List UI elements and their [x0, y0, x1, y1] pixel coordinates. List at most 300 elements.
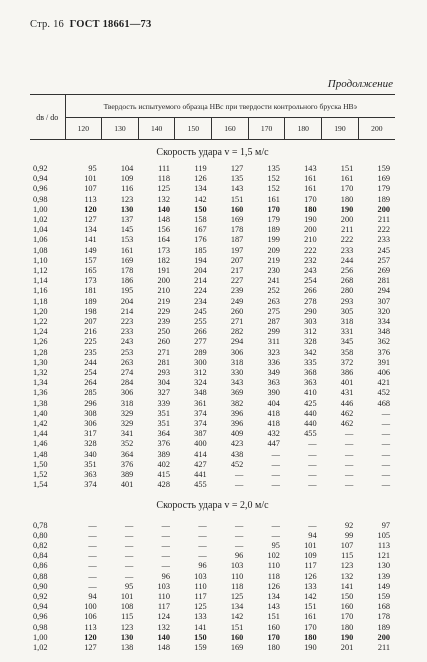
table-cell: 169 [230, 642, 244, 652]
table-cell: 125 [157, 184, 170, 194]
ratio-cell: 0,98 [33, 622, 48, 632]
table-cell: 142 [304, 591, 317, 601]
table-cell: 137 [120, 215, 134, 225]
table-cell: 190 [340, 632, 354, 642]
table-cell: 140 [157, 204, 170, 214]
table-cell: 410 [304, 388, 317, 398]
table-cell: 190 [340, 204, 354, 214]
table-cell: 150 [340, 591, 354, 601]
table-cell: 149 [377, 581, 390, 591]
table-cell: 94 [88, 591, 97, 601]
ratio-cell: 1,42 [33, 419, 48, 429]
table-row [30, 409, 395, 419]
table-cell: — [344, 429, 354, 439]
table-cell: 293 [157, 368, 170, 378]
table-cell: 151 [230, 622, 244, 632]
table-cell: 363 [267, 378, 280, 388]
table-cell: 200 [377, 632, 390, 642]
table-cell: 133 [194, 612, 207, 622]
table-cell: 200 [377, 204, 390, 214]
table-cell: 280 [340, 286, 354, 296]
table-cell: 170 [304, 622, 317, 632]
table-cell: 294 [377, 286, 390, 296]
table-cell: 198 [84, 306, 97, 316]
table-cell: 173 [157, 245, 170, 255]
table-cell: 257 [377, 255, 390, 265]
table-cell: — [271, 530, 280, 540]
table-row [30, 195, 395, 205]
table-cell: 161 [304, 612, 317, 622]
table-cell: 132 [340, 571, 354, 581]
table-cell: 364 [120, 449, 134, 459]
table-cell: 438 [230, 449, 244, 459]
table-cell: 126 [304, 571, 317, 581]
table-cell: — [381, 429, 390, 439]
table-cell: 161 [304, 174, 317, 184]
ratio-cell: 1,22 [33, 317, 48, 327]
table-cell: 217 [230, 266, 244, 276]
table-cell: 468 [377, 398, 390, 408]
table-cell: 94 [308, 530, 317, 540]
table-cell: 103 [230, 561, 244, 571]
table-cell: — [381, 480, 390, 490]
table-cell: 140 [157, 632, 170, 642]
table-cell: 130 [377, 561, 390, 571]
table-cell: 243 [304, 266, 317, 276]
table-cell: 143 [267, 602, 280, 612]
ratio-cell: 1,54 [33, 480, 48, 490]
table-row [30, 419, 395, 429]
table-cell: 271 [230, 317, 244, 327]
table-cell: 268 [340, 276, 354, 286]
table-cell: 126 [194, 174, 207, 184]
table-cell: — [234, 470, 244, 480]
table-cell: 421 [377, 378, 390, 388]
table-cell: 149 [84, 245, 97, 255]
table-cell: 281 [377, 276, 390, 286]
table-cell: 125 [230, 591, 244, 601]
table-cell: 244 [84, 357, 97, 367]
table-cell: 409 [230, 429, 244, 439]
table-cell: 243 [120, 337, 134, 347]
table-cell: 249 [230, 296, 244, 306]
table-cell: — [234, 530, 244, 540]
table-cell: — [271, 520, 280, 530]
table-row [30, 592, 395, 602]
table-cell: 96 [234, 551, 244, 561]
table-cell: 214 [120, 306, 134, 316]
table-cell: 428 [157, 480, 170, 490]
table-cell: 160 [230, 204, 244, 214]
ratio-cell: 0,78 [33, 520, 48, 530]
ratio-cell: 0,92 [33, 591, 48, 601]
table-cell: 113 [84, 194, 97, 204]
table-cell: 95 [125, 581, 134, 591]
table-cell: 141 [340, 581, 354, 591]
ratio-cell: 1,44 [33, 429, 48, 439]
table-row [30, 266, 395, 276]
table-cell: 305 [340, 306, 354, 316]
table-cell: 372 [340, 357, 354, 367]
column-header: 200 [358, 118, 395, 140]
table-cell: 187 [230, 235, 244, 245]
table-cell: 135 [267, 164, 280, 173]
table-cell: 159 [194, 642, 207, 652]
table-cell: 233 [340, 245, 354, 255]
table-cell: 211 [377, 215, 390, 225]
table-cell: 374 [194, 408, 207, 418]
table-cell: — [271, 480, 280, 490]
table-cell: 194 [194, 255, 207, 265]
section-title-row [30, 140, 395, 165]
table-cell: — [381, 419, 390, 429]
table-cell: 368 [304, 368, 317, 378]
table-cell: 190 [304, 642, 317, 652]
table-cell: 462 [340, 408, 354, 418]
table-cell: 100 [84, 602, 97, 612]
table-cell: 446 [340, 398, 354, 408]
table-cell: 134 [230, 602, 244, 612]
table-cell: 200 [157, 276, 170, 286]
table-cell: 120 [84, 632, 97, 642]
table-row [30, 399, 395, 409]
table-cell: 340 [84, 449, 97, 459]
table-cell: 364 [157, 429, 170, 439]
table-cell: 224 [194, 286, 207, 296]
column-header: 170 [248, 118, 285, 140]
ratio-cell: 0,84 [33, 551, 48, 561]
table-cell: 277 [194, 337, 207, 347]
continuation-note: Продолжение [327, 78, 393, 90]
table-cell: 110 [267, 561, 280, 571]
ratio-cell: 0,90 [33, 581, 48, 591]
table-cell: — [125, 571, 134, 581]
section-title: Скорость удара v = 2,0 м/с [156, 500, 269, 511]
table-cell: 331 [340, 327, 354, 337]
table-cell: 352 [120, 439, 134, 449]
table-cell: 324 [194, 378, 207, 388]
table-cell: 335 [304, 357, 317, 367]
table-cell: 151 [230, 194, 244, 204]
table-row [30, 480, 395, 490]
table-cell: 108 [120, 602, 134, 612]
table-cell: — [125, 520, 134, 530]
table-cell: — [234, 540, 244, 550]
table-cell: 312 [194, 368, 207, 378]
ratio-cell: 1,24 [33, 327, 48, 337]
table-cell: 143 [304, 164, 317, 173]
table-cell: 123 [120, 622, 134, 632]
table-cell: — [198, 551, 207, 561]
table-cell: — [161, 540, 170, 550]
table-cell: 191 [157, 266, 170, 276]
ratio-cell: 1,14 [33, 276, 48, 286]
table-cell: 186 [120, 276, 134, 286]
table-cell: 307 [377, 296, 390, 306]
table-cell: 440 [304, 408, 317, 418]
table-cell: 252 [267, 286, 280, 296]
table-cell: 115 [341, 551, 354, 561]
table-row [30, 521, 395, 531]
table-cell: 296 [84, 398, 97, 408]
table-cell: — [161, 530, 170, 540]
table-cell: 396 [230, 419, 244, 429]
table-row [30, 572, 395, 582]
ratio-cell: 1,36 [33, 388, 48, 398]
table-cell: 241 [267, 276, 280, 286]
table-cell: 369 [230, 388, 244, 398]
table-cell: 145 [120, 225, 134, 235]
table-cell: 363 [84, 470, 97, 480]
table-cell: 141 [194, 622, 207, 632]
table-row [30, 623, 395, 633]
table-cell: 396 [230, 408, 244, 418]
table-cell: 462 [340, 419, 354, 429]
table-row [30, 470, 395, 480]
table-cell: 118 [157, 174, 170, 184]
table-cell: 107 [84, 184, 97, 194]
table-cell: 169 [377, 174, 390, 184]
table-cell: 348 [194, 388, 207, 398]
table-cell: 117 [157, 602, 170, 612]
table-cell: 389 [120, 470, 134, 480]
table-cell: 223 [120, 317, 134, 327]
table-cell: 351 [157, 419, 170, 429]
table-cell: 425 [304, 398, 317, 408]
table-row [30, 215, 395, 225]
table-cell: 229 [157, 306, 170, 316]
table-cell: 455 [304, 429, 317, 439]
table-cell: 126 [267, 581, 280, 591]
ratio-cell: 1,04 [33, 225, 48, 235]
table-row [30, 225, 395, 235]
table-cell: 200 [304, 225, 317, 235]
table-cell: 156 [157, 225, 170, 235]
table-cell: 452 [230, 459, 244, 469]
standard-code: ГОСТ 18661—73 [69, 19, 152, 30]
table-cell: — [234, 480, 244, 490]
ratio-cell: 0,92 [33, 164, 48, 173]
table-cell: 250 [157, 327, 170, 337]
table-cell: 306 [84, 419, 97, 429]
table-cell: 323 [267, 347, 280, 357]
table-cell: 311 [267, 337, 280, 347]
table-cell: 204 [120, 296, 134, 306]
ratio-cell: 0,96 [33, 184, 48, 194]
table-cell: 207 [84, 317, 97, 327]
table-cell: 245 [194, 306, 207, 316]
table-cell: 160 [267, 622, 280, 632]
table-cell: — [125, 530, 134, 540]
table-cell: 271 [157, 347, 170, 357]
table-row [30, 246, 395, 256]
table-cell: 414 [194, 449, 207, 459]
ratio-cell: 1,32 [33, 368, 48, 378]
table-cell: 318 [120, 398, 134, 408]
table-cell: 118 [267, 571, 280, 581]
ratio-cell: 1,38 [33, 398, 48, 408]
table-cell: 181 [84, 286, 97, 296]
table-cell: 110 [157, 591, 170, 601]
table-cell: 157 [84, 255, 97, 265]
table-cell: 233 [377, 235, 390, 245]
table-row [30, 317, 395, 327]
column-header: 130 [102, 118, 139, 140]
table-row [30, 612, 395, 622]
table-cell: 363 [304, 378, 317, 388]
table-cell: 150 [194, 204, 207, 214]
table-cell: 303 [304, 317, 317, 327]
ratio-cell: 1,30 [33, 357, 48, 367]
table-cell: 266 [304, 286, 317, 296]
column-header: 160 [212, 118, 249, 140]
table-cell: — [344, 470, 354, 480]
table-cell: 233 [120, 327, 134, 337]
table-cell: 168 [377, 602, 390, 612]
table-cell: 107 [340, 540, 354, 550]
table-cell: 210 [157, 286, 170, 296]
table-cell: — [308, 470, 317, 480]
table-cell: 169 [120, 255, 134, 265]
table-cell: 334 [377, 317, 390, 327]
table-cell: 159 [377, 591, 390, 601]
table-row [30, 307, 395, 317]
table-row [30, 327, 395, 337]
table-row [30, 348, 395, 358]
table-cell: 222 [304, 245, 317, 255]
table-cell: 209 [267, 245, 280, 255]
table-cell: — [308, 439, 317, 449]
table-cell: 180 [304, 204, 317, 214]
table-cell: 105 [377, 530, 390, 540]
table-cell: 441 [194, 470, 207, 480]
table-cell: 133 [304, 581, 317, 591]
table-cell: 328 [304, 337, 317, 347]
table-cell: — [308, 449, 317, 459]
table-row [30, 561, 395, 571]
table-cell: 167 [194, 225, 207, 235]
table-cell: 230 [267, 266, 280, 276]
table-cell: — [344, 449, 354, 459]
page-number: Стр. 16 [30, 19, 64, 30]
table-cell: 264 [84, 378, 97, 388]
table-cell: 222 [377, 225, 390, 235]
table-row [30, 643, 395, 653]
table-cell: 151 [267, 612, 280, 622]
column-header: 140 [138, 118, 175, 140]
table-row [30, 531, 395, 541]
table-cell: — [344, 439, 354, 449]
table-cell: 200 [340, 215, 354, 225]
table-cell: 125 [194, 602, 207, 612]
table-cell: 278 [304, 296, 317, 306]
table-cell: 110 [231, 571, 244, 581]
table-cell: — [308, 520, 317, 530]
table-cell: 170 [340, 184, 354, 194]
table-cell: — [381, 470, 390, 480]
table-cell: 423 [230, 439, 244, 449]
table-cell: 382 [230, 398, 244, 408]
ratio-cell: 0,94 [33, 602, 48, 612]
table-row [30, 205, 395, 215]
table-cell: 361 [194, 398, 207, 408]
table-cell: 199 [267, 235, 280, 245]
table-cell: — [88, 561, 97, 571]
ratio-cell: 1,00 [33, 632, 48, 642]
table-cell: — [271, 470, 280, 480]
table-cell: 124 [157, 612, 170, 622]
ratio-cell: 0,80 [33, 530, 48, 540]
table-cell: 274 [120, 368, 134, 378]
ratio-cell: 1,10 [33, 255, 48, 265]
table-row [30, 439, 395, 449]
table-cell: 219 [267, 255, 280, 265]
table-cell: 117 [194, 591, 207, 601]
table-cell: 427 [194, 459, 207, 469]
table-cell: 180 [340, 622, 354, 632]
column-header: 150 [175, 118, 212, 140]
table-row [30, 286, 395, 296]
table-cell: 266 [194, 327, 207, 337]
ratio-cell: 0,88 [33, 571, 48, 581]
table-cell: 374 [194, 419, 207, 429]
table-cell: — [344, 459, 354, 469]
table-cell: 185 [194, 245, 207, 255]
table-cell: — [125, 561, 134, 571]
table-cell: 362 [377, 337, 390, 347]
table-cell: 328 [84, 439, 97, 449]
table-cell: 113 [84, 622, 97, 632]
table-cell: 406 [377, 368, 390, 378]
table-cell: 92 [344, 520, 354, 530]
table-cell: — [88, 551, 97, 561]
table-cell: 153 [120, 235, 134, 245]
table-cell: 387 [194, 429, 207, 439]
table-cell: 281 [157, 357, 170, 367]
table-cell: 207 [230, 255, 244, 265]
ratio-cell: 0,82 [33, 540, 48, 550]
ratio-cell: 1,00 [33, 204, 48, 214]
table-cell: 376 [377, 347, 390, 357]
table-cell: 452 [377, 388, 390, 398]
table-row [30, 551, 395, 561]
table-cell: 254 [304, 276, 317, 286]
table-cell: 178 [377, 612, 390, 622]
table-cell: 161 [340, 174, 354, 184]
column-header: 180 [285, 118, 322, 140]
table-cell: 111 [158, 164, 170, 173]
table-cell: 161 [120, 245, 134, 255]
table-cell: 102 [267, 551, 280, 561]
table-cell: 148 [157, 642, 170, 652]
table-cell: 255 [194, 317, 207, 327]
table-cell: 164 [157, 235, 170, 245]
table-cell: 210 [304, 235, 317, 245]
table-cell: 109 [304, 551, 317, 561]
table-cell: 151 [304, 602, 317, 612]
table-cell: 165 [84, 266, 97, 276]
hardness-span-header: Твердость испытуемого образца HBс при твердости контрольного бруска HBэ [65, 95, 395, 118]
table-cell: 336 [267, 357, 280, 367]
table-cell: — [161, 561, 170, 571]
table-cell: 329 [120, 408, 134, 418]
table-row [30, 582, 395, 592]
table-cell: 289 [194, 347, 207, 357]
table-cell: 263 [267, 296, 280, 306]
table-cell: 285 [84, 388, 97, 398]
table-cell: 99 [344, 530, 354, 540]
table-cell: 318 [230, 357, 244, 367]
